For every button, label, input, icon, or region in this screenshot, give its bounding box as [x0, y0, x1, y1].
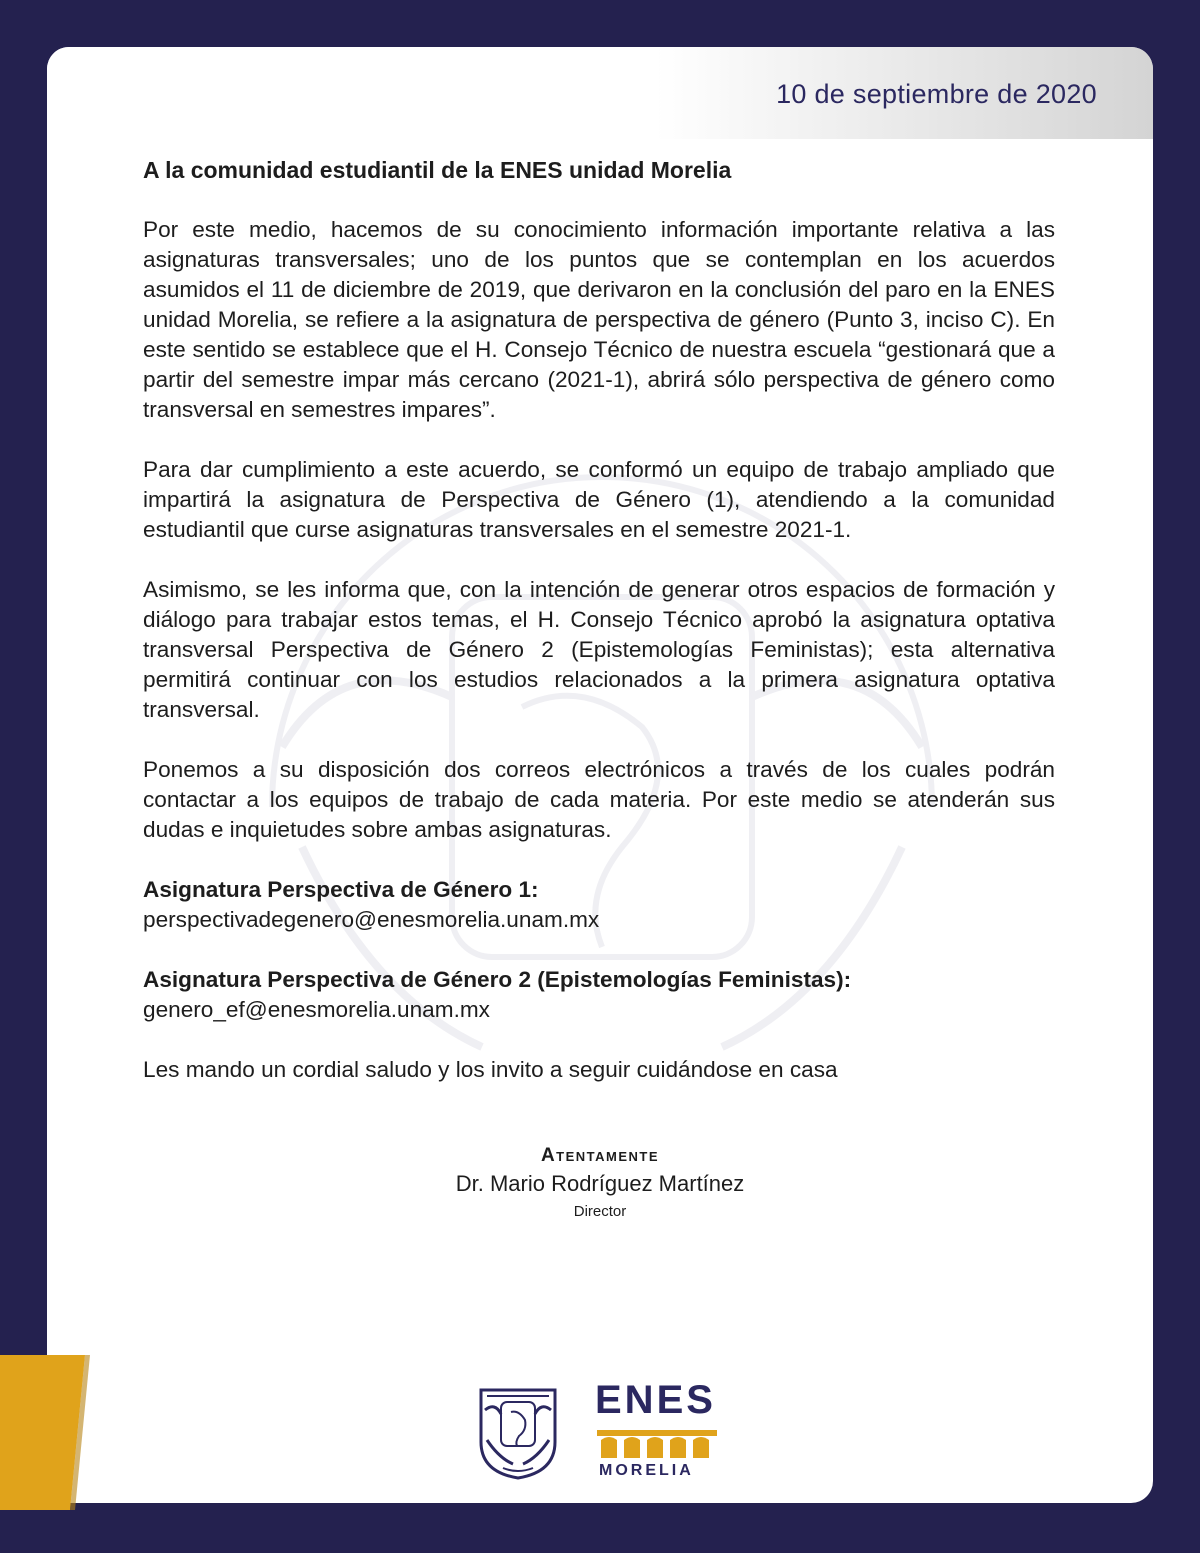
paragraph: Para dar cumplimiento a este acuerdo, se conformó un equipo de trabajo ampliado que impartirá la asignatura de Perspectiva de Género (1), atendiendo a la comunidad estudiantil que curse asignaturas transversales en el semestre 2021-1. [143, 457, 1055, 542]
letter-greeting: A la comunidad estudiantil de la ENES unidad Morelia [143, 157, 732, 183]
contact-block [143, 875, 1055, 935]
signature-name: Dr. Mario Rodríguez Martínez [455, 1171, 745, 1196]
contact-title: Asignatura Perspectiva de Género 1: [143, 877, 539, 902]
arches-icon [597, 1430, 717, 1458]
logos [473, 1380, 733, 1485]
contact-email[interactable]: perspectivadegenero@enesmorelia.unam.mx [143, 907, 600, 932]
signature-role: Director [573, 1203, 627, 1220]
enes-wordmark: ENES [595, 1378, 716, 1422]
paragraph: Por este medio, hacemos de su conocimiento información importante relativa a las asignaturas transversales; uno de los puntos que se contemplan en los acuerdos asumidos el 11 de diciembre de 2019, que derivaron en la conclusión del paro en la ENES unidad Morelia, se refiere a la asignatura de perspectiva de género (Punto 3, inciso C). En este sentido se establece que el H. Consejo Técnico de nuestra escuela “gestionará que a partir del semestre impar más cercano (2021-1), abrirá sólo perspectiva de género como transversal en semestres impares”. [143, 217, 1055, 422]
signature-label: Atentamente [540, 1145, 660, 1166]
paragraph: Ponemos a su disposición dos correos electrónicos a través de los cuales podrán contactar a los equipos de trabajo de cada materia. Por este medio se atenderán sus dudas e inquietudes sobre ambas asignaturas. [143, 757, 1055, 842]
contact-title: Asignatura Perspectiva de Género 2 (Epistemologías Feministas): [143, 967, 852, 992]
paragraph: Asimismo, se les informa que, con la intención de generar otros espacios de formación y diálogo para trabajar estos temas, el H. Consejo Técnico aprobó la asignatura optativa transversal Perspectiva de Género 2 (Epistemologías Feministas); esta alternativa permitirá continuar con los estudios relacionados a la primera asignatura optativa transversal. [143, 577, 1055, 722]
letter-date: 10 de septiembre de 2020 [776, 79, 1097, 109]
enes-logo [595, 1380, 720, 1485]
letter-body [143, 155, 1055, 1115]
signature-block [0, 1143, 1200, 1225]
unam-seal-icon [473, 1380, 563, 1480]
contact-block [143, 965, 1055, 1025]
gold-corner-icon [0, 1355, 110, 1510]
contact-email[interactable]: genero_ef@enesmorelia.unam.mx [143, 997, 490, 1022]
morelia-wordmark: MORELIA [599, 1462, 694, 1479]
closing-line: Les mando un cordial saludo y los invito a seguir cuidándose en casa [143, 1057, 838, 1082]
